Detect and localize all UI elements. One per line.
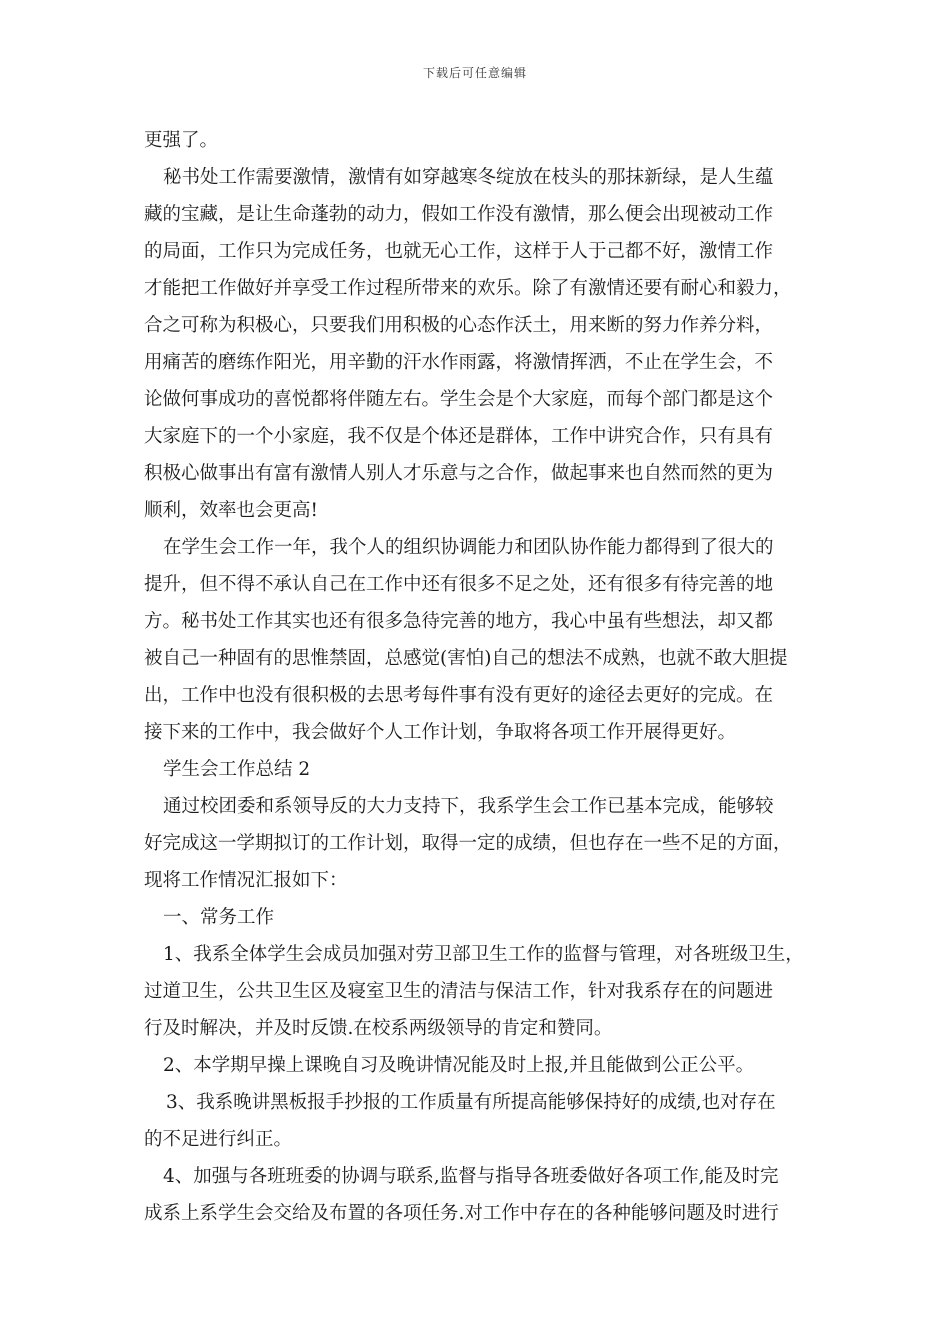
text-line: 提升，但不得不承认自己在工作中还有很多不足之处，还有很多有待完善的地: [144, 574, 774, 595]
text-line: 2、本学期早操上课晚自习及晚讲情况能及时上报,并且能做到公正公平。: [163, 1055, 755, 1076]
text-line: 合之可称为积极心，只要我们用积极的心态作沃土，用来断的努力作养分料，: [144, 315, 774, 336]
text-line: 的不足进行纠正。: [144, 1129, 293, 1150]
text-line: 学生会工作总结 2: [163, 759, 311, 780]
text-line: 更强了。: [144, 130, 219, 151]
text-line: 秘书处工作需要激情，激情有如穿越寒冬绽放在枝头的那抹新绿，是人生蕴: [163, 167, 774, 188]
text-line: 才能把工作做好并享受工作过程所带来的欢乐。除了有激情还要有耐心和毅力，: [144, 278, 792, 299]
text-line: 藏的宝藏，是让生命蓬勃的动力，假如工作没有激情，那么便会出现被动工作: [144, 204, 774, 225]
text-line: 通过校团委和系领导反的大力支持下，我系学生会工作已基本完成，能够较: [163, 796, 774, 817]
text-line: 1、我系全体学生会成员加强对劳卫部卫生工作的监督与管理，对各班级卫生，: [163, 944, 804, 965]
text-line: 一、常务工作: [163, 907, 275, 928]
text-line: 论做何事成功的喜悦都将伴随左右。学生会是个大家庭，而每个部门都是这个: [144, 389, 774, 410]
text-line: 顺利，效率也会更高!: [144, 500, 318, 521]
text-line: 出，工作中也没有很积极的去思考每件事有没有更好的途径去更好的完成。在: [144, 685, 774, 706]
text-line: 被自己一种固有的思惟禁固，总感觉(害怕)自己的想法不成熟，也就不敢大胆提: [144, 648, 788, 669]
text-line: 好完成这一学期拟订的工作计划，取得一定的成绩，但也存在一些不足的方面，: [144, 833, 792, 854]
text-line: 的局面，工作只为完成任务，也就无心工作，这样于人于己都不好，激情工作: [144, 241, 774, 262]
text-line: 现将工作情况汇报如下：: [144, 870, 348, 891]
text-line: 大家庭下的一个小家庭，我不仅是个体还是群体，工作中讲究合作，只有具有: [144, 426, 774, 447]
text-line: 成系上系学生会交给及布置的各项任务.对工作中存在的各种能够问题及时进行: [144, 1203, 779, 1224]
text-line: 在学生会工作一年，我个人的组织协调能力和团队协作能力都得到了很大的: [163, 537, 774, 558]
document-body: [144, 122, 816, 1232]
text-line: 3、我系晚讲黑板报手抄报的工作质量有所提高能够保持好的成绩,也对存在: [166, 1092, 776, 1113]
text-line: 行及时解决，并及时反馈.在校系两级领导的肯定和赞同。: [144, 1018, 613, 1039]
text-line: 接下来的工作中，我会做好个人工作计划，争取将各项工作开展得更好。: [144, 722, 737, 743]
page-header-note: 下载后可任意编辑: [422, 66, 527, 80]
text-line: 用痛苦的磨练作阳光，用辛勤的汗水作雨露，将激情挥洒，不止在学生会，不: [144, 352, 774, 373]
text-line: 过道卫生，公共卫生区及寝室卫生的清洁与保洁工作，针对我系存在的问题进: [144, 981, 774, 1002]
text-line: 4、加强与各班班委的协调与联系,监督与指导各班委做好各项工作,能及时完: [163, 1166, 779, 1187]
text-line: 方。秘书处工作其实也还有很多急待完善的地方，我心中虽有些想法，却又都: [144, 611, 774, 632]
text-line: 积极心做事出有富有激情人别人才乐意与之合作，做起事来也自然而然的更为: [144, 463, 774, 484]
